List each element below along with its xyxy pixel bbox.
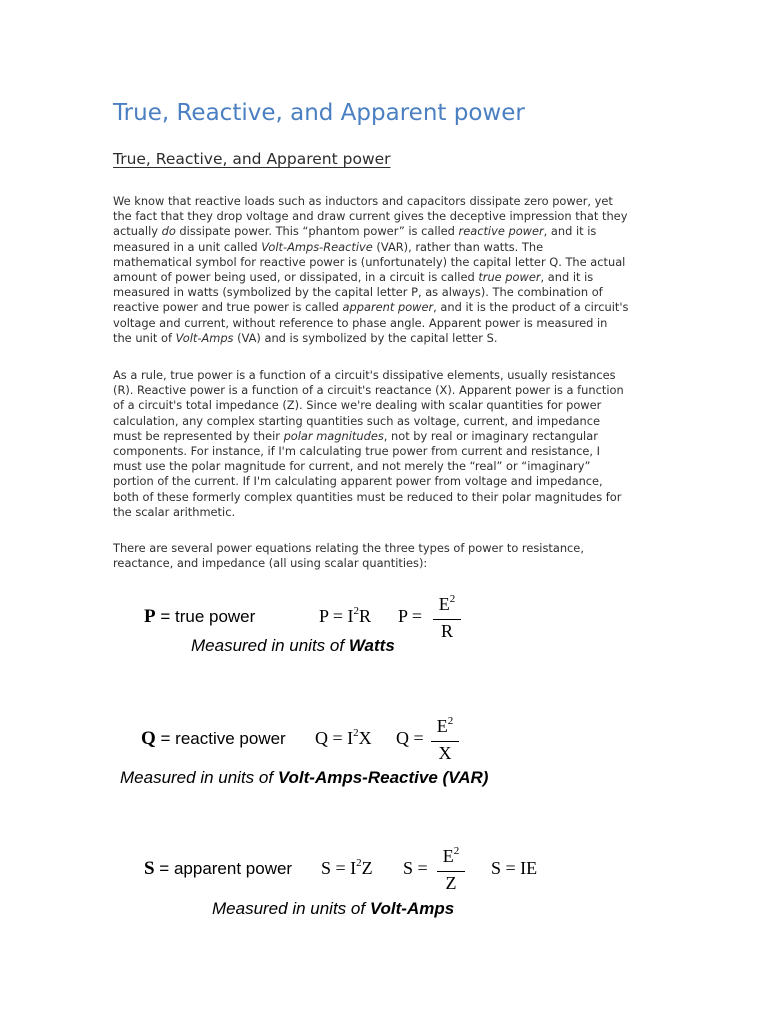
true-power-fraction-e2-r: $E^2$ R	[433, 594, 461, 644]
paragraph-reactive-intro	[113, 194, 658, 346]
emphasized-term: polar magnitudes	[283, 428, 384, 443]
text-line: reactive power and true power is called apparent power, and it is the product of a circuit's	[113, 300, 629, 315]
text-line: the unit of Volt-Amps (VA) and is symbolized by the capital letter S.	[113, 330, 498, 345]
section-heading: True, Reactive, and Apparent power	[113, 150, 391, 168]
text-line: voltage and current, without reference to phase angle. Apparent power is measured in	[113, 315, 608, 330]
reactive-power-definition	[141, 728, 286, 750]
emphasized-term: apparent power	[342, 300, 434, 315]
reactive-power-label: = reactive power	[155, 729, 286, 748]
reactive-power-formula-lhs: Q =	[396, 728, 424, 748]
true-power-definition	[144, 606, 255, 628]
true-power-formula-lhs: P =	[398, 606, 422, 626]
text-line: reactance, and impedance (all using scalar quantities):	[113, 556, 428, 571]
text-line: (R). Reactive power is a function of a circuit's reactance (X). Apparent power is a function	[113, 383, 624, 398]
emphasized-term: true power	[478, 270, 541, 285]
reactive-power-symbol: Q	[141, 728, 156, 749]
text-line: the fact that they drop voltage and draw current gives the deceptive impression that they	[113, 209, 628, 224]
text-line: must be represented by their polar magnitudes, not by real or imaginary rectangular	[113, 428, 598, 443]
text-line: of a circuit's total impedance (Z). Since we're dealing with scalar quantities for power	[113, 398, 602, 413]
text-line: There are several power equations relating the three types of power to resistance,	[113, 541, 584, 555]
emphasized-term: do	[161, 224, 176, 239]
text-line: measured in a unit called Volt-Amps-Reactive (VAR), rather than watts. The	[113, 239, 544, 254]
exponent: 2	[353, 605, 359, 617]
text-line: mathematical symbol for reactive power is (unfortunately) the capital letter Q. The actual	[113, 254, 626, 269]
true-power-formula-i2r: $P = I^2R$	[319, 605, 372, 626]
apparent-power-symbol: S	[144, 858, 155, 879]
text-line: actually do dissipate power. This “phantom power” is called reactive power, and it is	[113, 224, 597, 239]
true-power-symbol: P	[144, 606, 156, 627]
paragraph-scalar-quantities	[113, 368, 658, 520]
text-line: measured in watts (symbolized by the capital letter P, as always). The combination of	[113, 285, 603, 300]
apparent-power-formula-ie: S = IE	[491, 858, 538, 878]
text-line: amount of power being used, or dissipated, in a circuit is called true power, and it is	[113, 270, 594, 285]
reactive-power-units: Measured in units of Volt-Amps-Reactive (VAR)	[120, 768, 489, 787]
reactive-power-fraction-e2-x: $E^2$ X	[431, 716, 459, 766]
apparent-power-definition	[144, 858, 292, 880]
true-power-label: = true power	[155, 607, 256, 626]
apparent-power-formula-i2z: $S = I^2Z$	[321, 857, 373, 878]
text-line: must use the polar magnitude for current, and not merely the “real” or “imaginary”	[113, 459, 591, 474]
page-title: True, Reactive, and Apparent power	[113, 100, 525, 126]
text-line: portion of the current. If I'm calculating apparent power from voltage and impedance,	[113, 474, 603, 489]
text-line: calculation, any complex starting quantities such as voltage, current, and impedance	[113, 413, 600, 428]
apparent-power-label: = apparent power	[154, 859, 293, 878]
emphasized-term: reactive power	[458, 224, 544, 239]
reactive-power-formula-i2x: $Q = I^2X$	[315, 727, 372, 748]
text-line: components. For instance, if I'm calculating true power from current and resistance, I	[113, 444, 600, 459]
text-line: both of these formerly complex quantities must be reduced to their polar magnitudes for	[113, 489, 622, 504]
true-power-units: Measured in units of Watts	[191, 636, 395, 655]
text-line: As a rule, true power is a function of a circuit's dissipative elements, usually resistances	[113, 368, 616, 382]
text-line: We know that reactive loads such as inductors and capacitors dissipate zero power, yet	[113, 194, 613, 208]
emphasized-term: Volt-Amps-Reactive	[261, 239, 373, 254]
apparent-power-units: Measured in units of Volt-Amps	[212, 899, 455, 918]
paragraph-equations-intro	[113, 541, 658, 571]
emphasized-term: Volt-Amps	[175, 330, 234, 345]
apparent-power-fraction-e2-z: $E^2$ Z	[437, 846, 465, 896]
text-line: the scalar arithmetic.	[113, 504, 236, 519]
apparent-power-formula-lhs: S =	[403, 858, 428, 878]
